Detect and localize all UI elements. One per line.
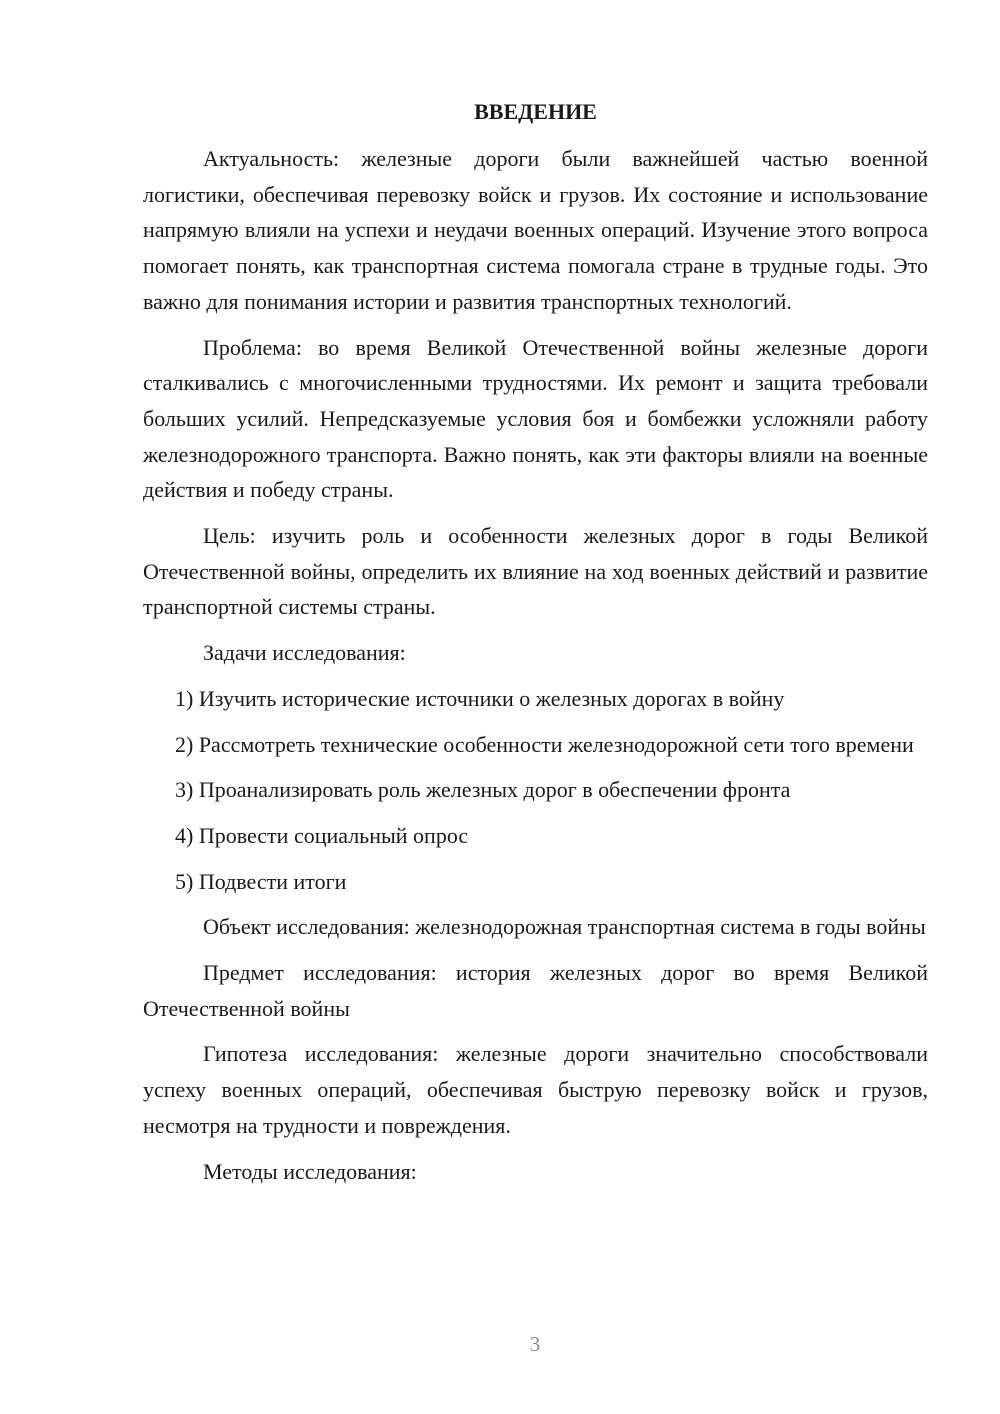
task-item-5: 5) Подвести итоги xyxy=(175,868,347,894)
paragraph-relevance: Актуальность: железные дороги были важнейшей частью военной логистики, обеспечивая перевозку войск и грузов. Их состояние и использование напрямую влияли на успехи и неудачи военных операций. Изучение этого вопроса помогает понять, как транспортная система помогала стране в трудные годы. Это важно для понимания истории и развития транспортных технологий. xyxy=(143,146,928,314)
page-number: 3 xyxy=(529,1332,541,1356)
paragraph-tasks-heading: Задачи исследования: xyxy=(203,640,406,666)
paragraph-goal: Цель: изучить роль и особенности железных дорог в годы Великой Отечественной войны, определить их влияние на ход военных действий и развитие транспортной системы страны. xyxy=(143,523,928,620)
task-item-4: 4) Провести социальный опрос xyxy=(175,822,469,848)
paragraph-object: Объект исследования: железнодорожная транспортная система в годы войны xyxy=(203,914,926,940)
paragraph-methods: Методы исследования: xyxy=(203,1158,417,1184)
section-heading: ВВЕДЕНИЕ xyxy=(474,99,597,124)
paragraph-hypothesis: Гипотеза исследования: железные дороги значительно способствовали успеху военных операций, обеспечивая быструю перевозку войск и грузов, несмотря на трудности и повреждения. xyxy=(143,1041,928,1138)
task-item-3: 3) Проанализировать роль железных дорог в обеспечении фронта xyxy=(175,777,791,803)
paragraph-subject: Предмет исследования: история железных дорог во время Великой Отечественной войны xyxy=(143,960,928,1021)
paragraph-problem: Проблема: во время Великой Отечественной войны железные дороги сталкивались с многочисленными трудностями. Их ремонт и защита требовали больших усилий. Непредсказуемые условия боя и бомбежки усложняли работу железнодорожного транспорта. Важно понять, как эти факторы влияли на военные действия и победу страны. xyxy=(143,334,928,503)
page-content xyxy=(143,94,928,1199)
task-item-2: 2) Рассмотреть технические особенности железнодорожной сети того времени xyxy=(175,731,914,757)
task-item-1: 1) Изучить исторические источники о железных дорогах в войну xyxy=(175,685,785,711)
